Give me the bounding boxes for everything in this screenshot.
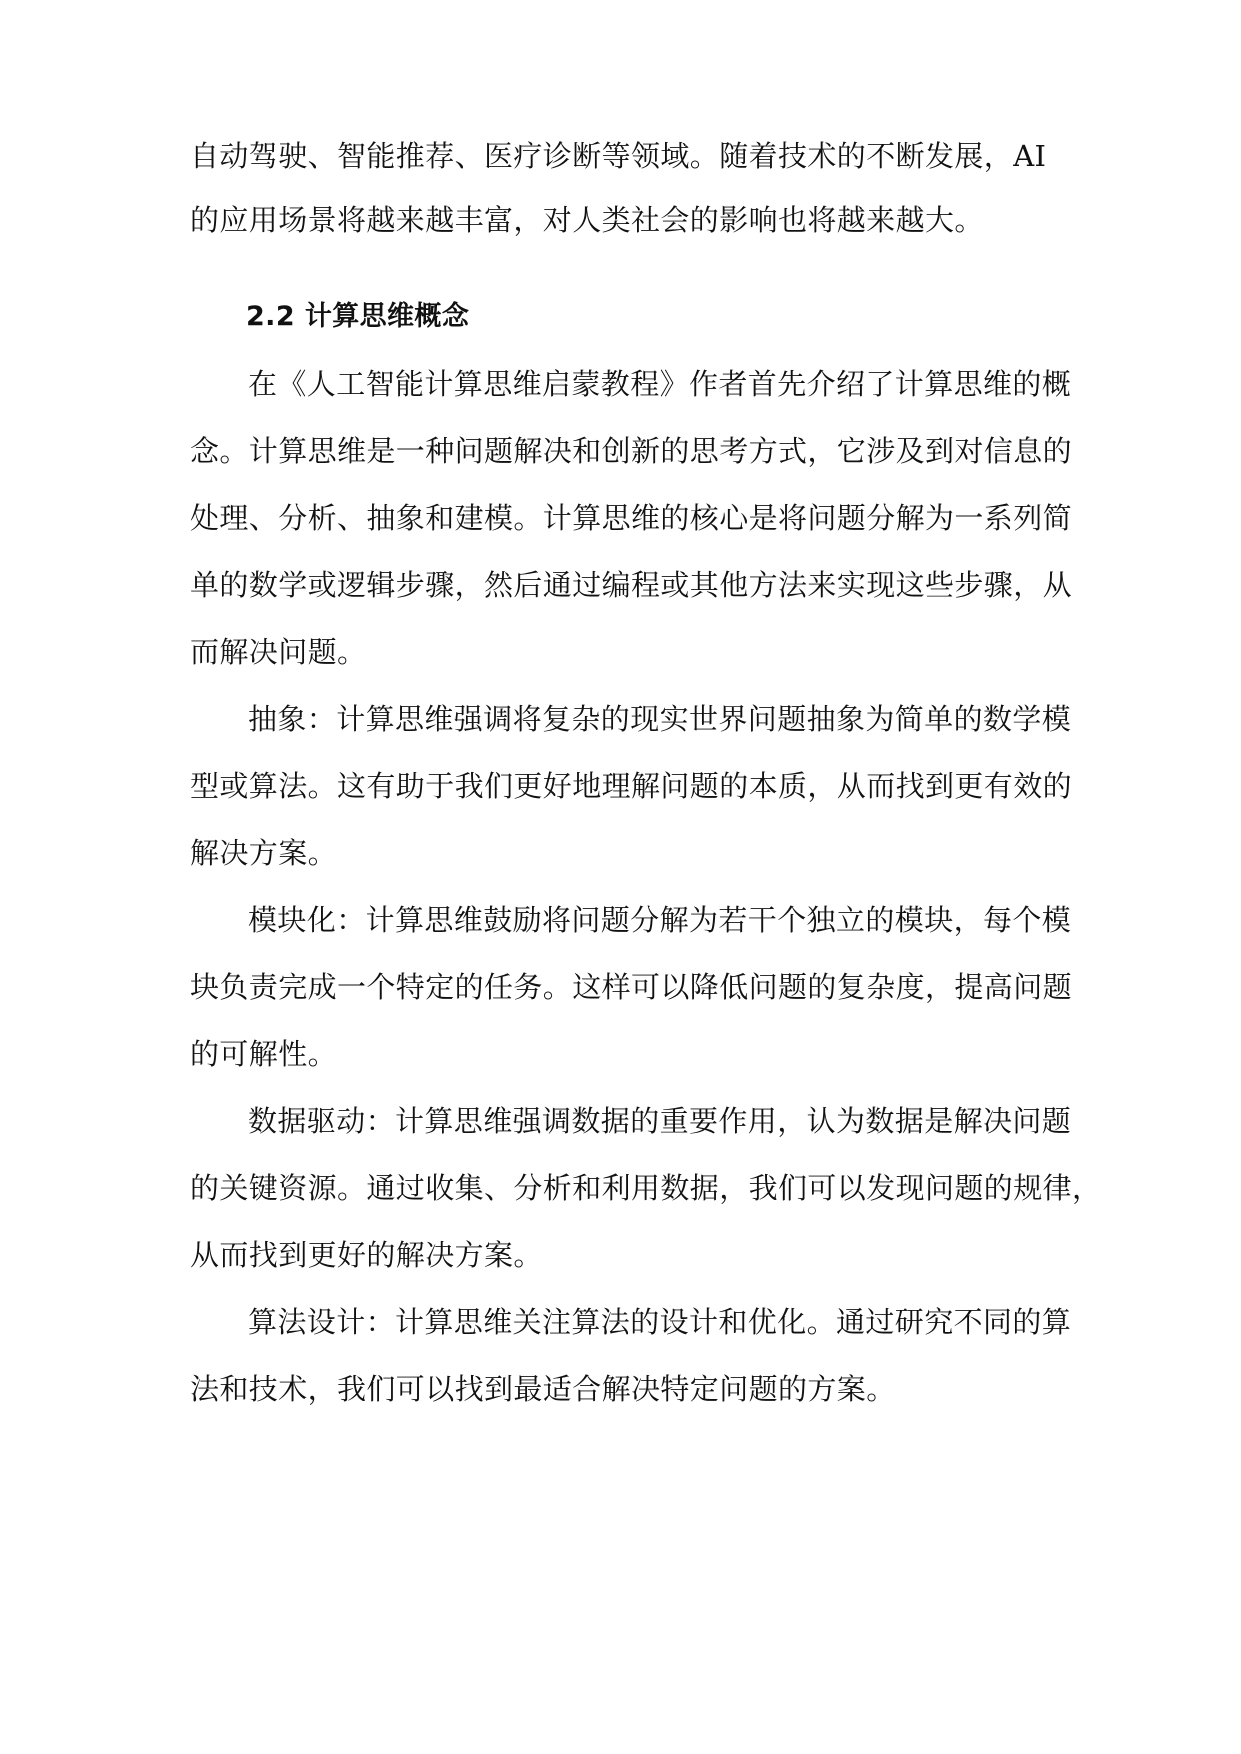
paragraph-line: 解决方案。 <box>190 836 338 870</box>
paragraph-line: 在《人工智能计算思维启蒙教程》作者首先介绍了计算思维的概 <box>248 367 1072 401</box>
paragraph-line: 的可解性。 <box>190 1037 338 1071</box>
paragraph-line: 数据驱动：计算思维强调数据的重要作用，认为数据是解决问题 <box>248 1104 1072 1138</box>
paragraph-line: 单的数学或逻辑步骤，然后通过编程或其他方法来实现这些步骤，从 <box>190 568 1073 602</box>
paragraph-line: 块负责完成一个特定的任务。这样可以降低问题的复杂度，提高问题 <box>190 970 1073 1004</box>
paragraph-line: 的关键资源。通过收集、分析和利用数据，我们可以发现问题的规律， <box>190 1171 1102 1205</box>
paragraph-line: 抽象：计算思维强调将复杂的现实世界问题抽象为简单的数学模 <box>248 702 1072 736</box>
paragraph-line: 算法设计：计算思维关注算法的设计和优化。通过研究不同的算 <box>248 1305 1072 1339</box>
paragraph-line: 法和技术，我们可以找到最适合解决特定问题的方案。 <box>190 1372 896 1406</box>
paragraph-line: 模块化：计算思维鼓励将问题分解为若干个独立的模块，每个模 <box>248 903 1072 937</box>
paragraph-line: 念。计算思维是一种问题解决和创新的思考方式，它涉及到对信息的 <box>190 434 1073 468</box>
continuation-line: 自动驾驶、智能推荐、医疗诊断等领域。随着技术的不断发展，AI <box>190 139 1047 173</box>
paragraph-line: 处理、分析、抽象和建模。计算思维的核心是将问题分解为一系列简 <box>190 501 1073 535</box>
paragraph-line: 而解决问题。 <box>190 635 367 669</box>
continuation-line: 的应用场景将越来越丰富，对人类社会的影响也将越来越大。 <box>190 203 984 237</box>
paragraph-line: 从而找到更好的解决方案。 <box>190 1238 543 1272</box>
section-heading: 2.2 计算思维概念 <box>246 301 470 332</box>
paragraph-line: 型或算法。这有助于我们更好地理解问题的本质，从而找到更有效的 <box>190 769 1073 803</box>
